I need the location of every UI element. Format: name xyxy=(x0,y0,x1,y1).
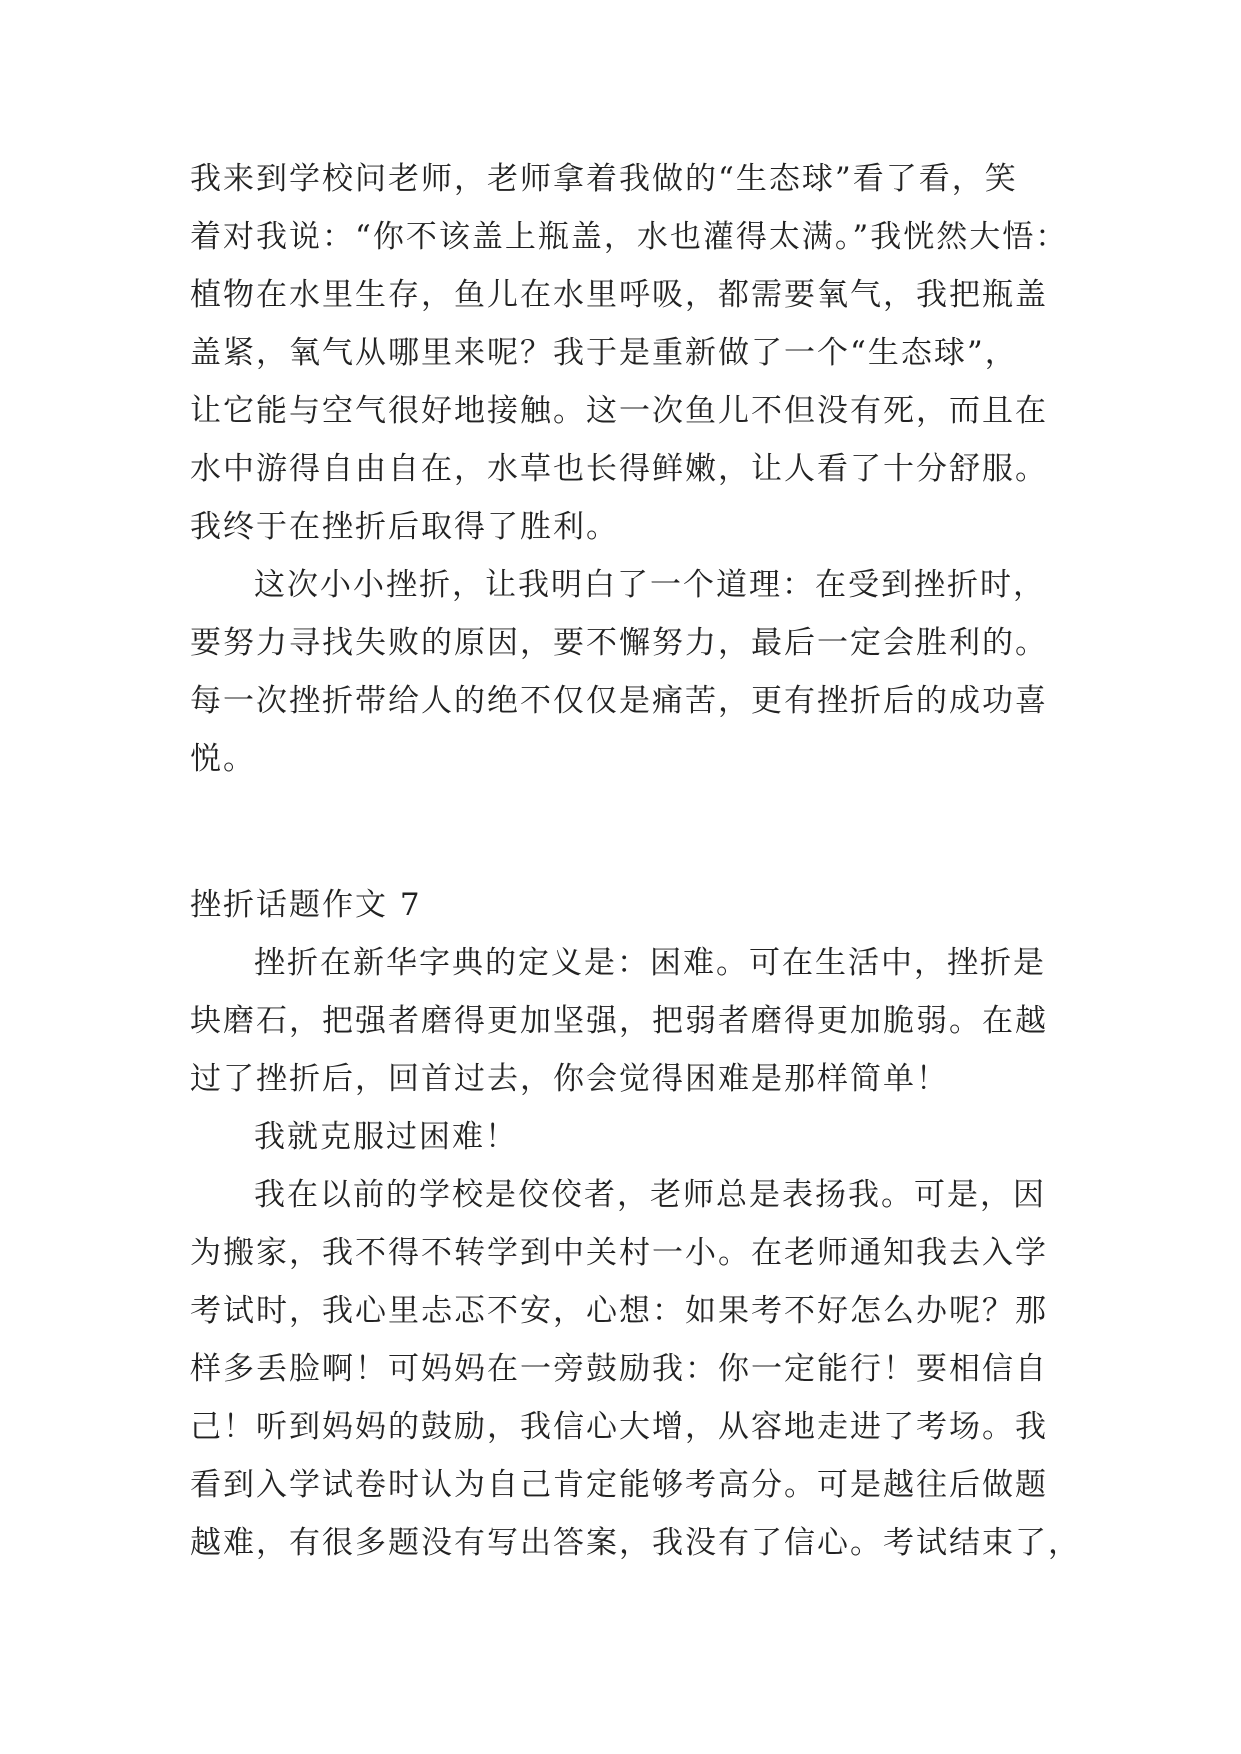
text-line: 看到入学试卷时认为自己肯定能够考高分。可是越往后做题 xyxy=(190,1467,1048,1503)
text-line: 植物在水里生存，鱼儿在水里呼吸，都需要氧气，我把瓶盖 xyxy=(190,277,1048,313)
document-body xyxy=(190,150,1081,1572)
text-line: 我就克服过困难！ xyxy=(254,1119,518,1155)
text-line: 每一次挫折带给人的绝不仅仅是痛苦，更有挫折后的成功喜 xyxy=(190,683,1048,719)
text-line: 要努力寻找失败的原因，要不懈努力，最后一定会胜利的。 xyxy=(190,625,1048,661)
text-line: 块磨石，把强者磨得更加坚强，把弱者磨得更加脆弱。在越 xyxy=(190,1003,1048,1039)
text-line: 样多丢脸啊！可妈妈在一旁鼓励我：你一定能行！要相信自 xyxy=(190,1351,1048,1387)
text-line: 我来到学校问老师，老师拿着我做的“生态球”看了看，笑 xyxy=(190,161,1018,197)
text-line: 水中游得自由自在，水草也长得鲜嫩，让人看了十分舒服。 xyxy=(190,451,1048,487)
text-line: 为搬家，我不得不转学到中关村一小。在老师通知我去入学 xyxy=(190,1235,1048,1271)
text-line: 我终于在挫折后取得了胜利。 xyxy=(190,509,619,545)
text-line: 挫折在新华字典的定义是：困难。可在生活中，挫折是 xyxy=(254,945,1046,981)
paragraph xyxy=(190,934,1070,1108)
section-gap xyxy=(190,788,1070,876)
text-line: 着对我说：“你不该盖上瓶盖，水也灌得太满。”我恍然大悟： xyxy=(190,219,1069,255)
text-line: 过了挫折后，回首过去，你会觉得困难是那样简单！ xyxy=(190,1061,949,1097)
paragraph xyxy=(190,150,1070,556)
text-line: 悦。 xyxy=(190,741,256,777)
text-line: 考试时，我心里忐忑不安，心想：如果考不好怎么办呢？那 xyxy=(190,1293,1048,1329)
text-line: 越难，有很多题没有写出答案，我没有了信心。考试结束了， xyxy=(190,1525,1081,1561)
paragraph xyxy=(190,556,1070,788)
text-line: 盖紧，氧气从哪里来呢？我于是重新做了一个“生态球”， xyxy=(190,335,1018,371)
text-line: 让它能与空气很好地接触。这一次鱼儿不但没有死，而且在 xyxy=(190,393,1048,429)
section-title: 挫折话题作文 7 xyxy=(190,887,422,923)
paragraph xyxy=(190,1108,1070,1166)
text-line: 我在以前的学校是佼佼者，老师总是表扬我。可是，因 xyxy=(254,1177,1046,1213)
text-line: 己！听到妈妈的鼓励，我信心大增，从容地走进了考场。我 xyxy=(190,1409,1048,1445)
paragraph xyxy=(190,1166,1081,1572)
text-line: 这次小小挫折，让我明白了一个道理：在受到挫折时， xyxy=(254,567,1046,603)
